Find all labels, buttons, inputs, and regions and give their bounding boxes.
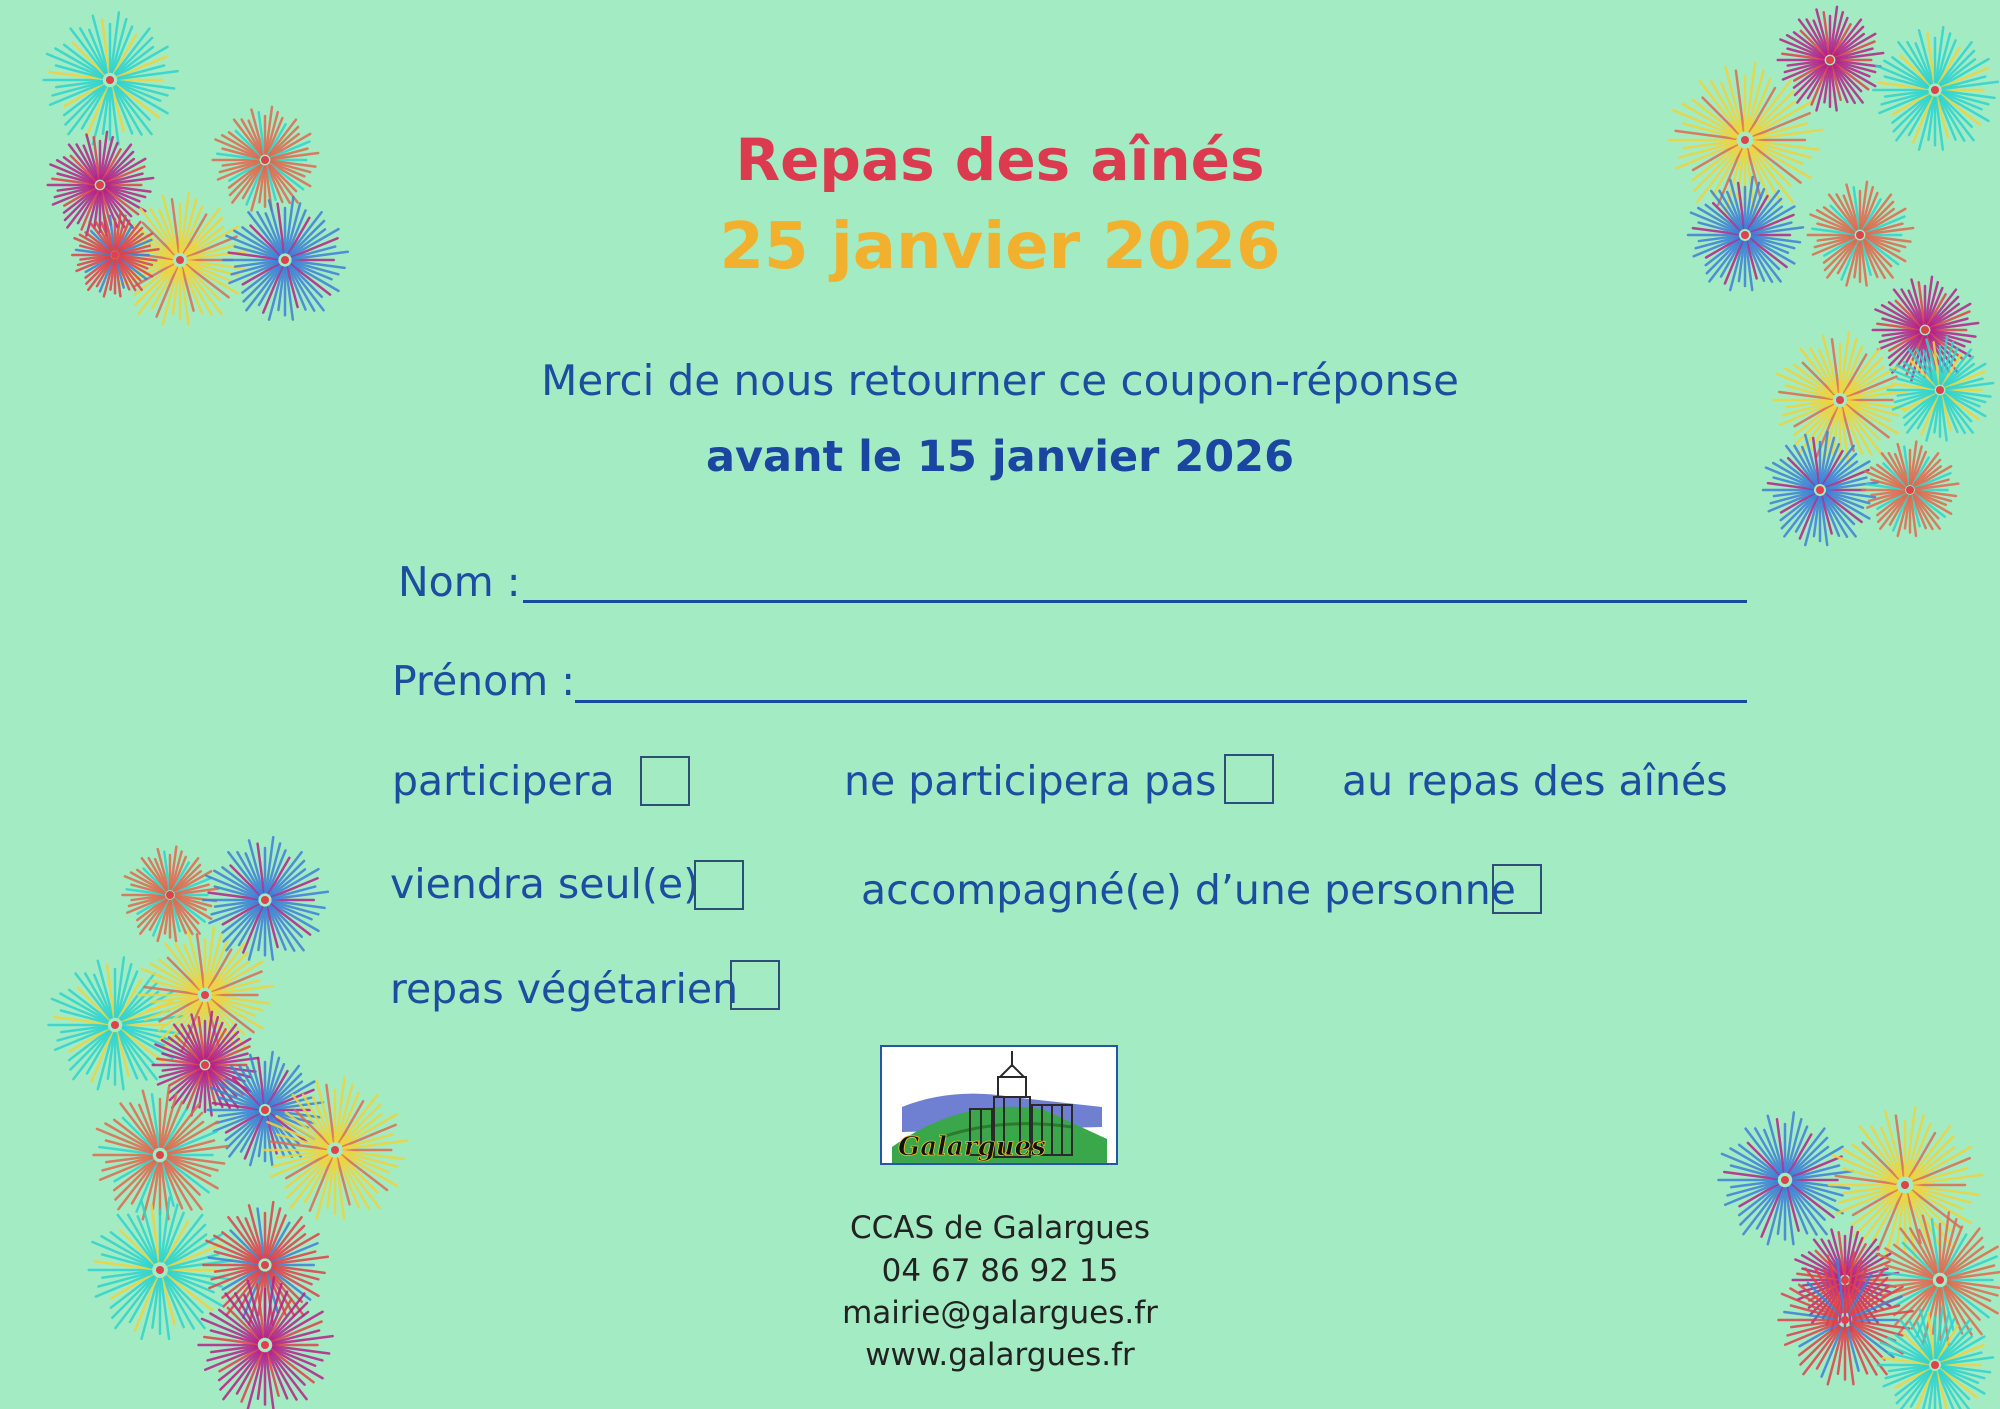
firework-burst [44,12,178,144]
accompagne-label: accompagné(e) d’une personne [861,866,1516,914]
contact-website[interactable]: www.galargues.fr [865,1337,1135,1373]
vegetarien-checkbox[interactable] [730,960,780,1010]
participera-checkbox[interactable] [640,756,690,806]
event-title: Repas des aînés [735,126,1265,194]
viendra-seul-checkbox[interactable] [694,860,744,910]
galargues-logo [880,1045,1118,1165]
vegetarien-label: repas végétarien [390,965,739,1013]
event-date: 25 janvier 2026 [719,210,1281,284]
nom-field-line[interactable] [523,600,1747,603]
fireworks-top-right [1640,0,2000,580]
firework-burst [1778,7,1883,111]
logo-wordmark: Galargues [898,1132,1046,1162]
ne-participera-pas-label: ne participera pas [844,757,1217,805]
accompagne-checkbox[interactable] [1492,864,1542,914]
firework-burst [203,837,328,959]
participera-label: participera [392,757,615,805]
contact-phone: 04 67 86 92 15 [881,1253,1119,1289]
firework-burst [94,1087,228,1219]
deadline-text: avant le 15 janvier 2026 [705,432,1295,482]
prenom-label: Prénom : [392,657,576,705]
galargues-logo-image [882,1047,1116,1163]
ne-participera-pas-checkbox[interactable] [1224,754,1274,804]
contact-email[interactable]: mairie@galargues.fr [842,1295,1158,1331]
instructions-text: Merci de nous retourner ce coupon-réponse [541,356,1459,405]
contact-org: CCAS de Galargues [849,1210,1150,1246]
nom-label: Nom : [398,558,521,606]
firework-burst [123,847,219,941]
viendra-seul-label: viendra seul(e) [390,860,700,908]
au-repas-label: au repas des aînés [1342,757,1728,805]
firework-burst [208,1052,323,1165]
prenom-field-line[interactable] [575,700,1747,703]
